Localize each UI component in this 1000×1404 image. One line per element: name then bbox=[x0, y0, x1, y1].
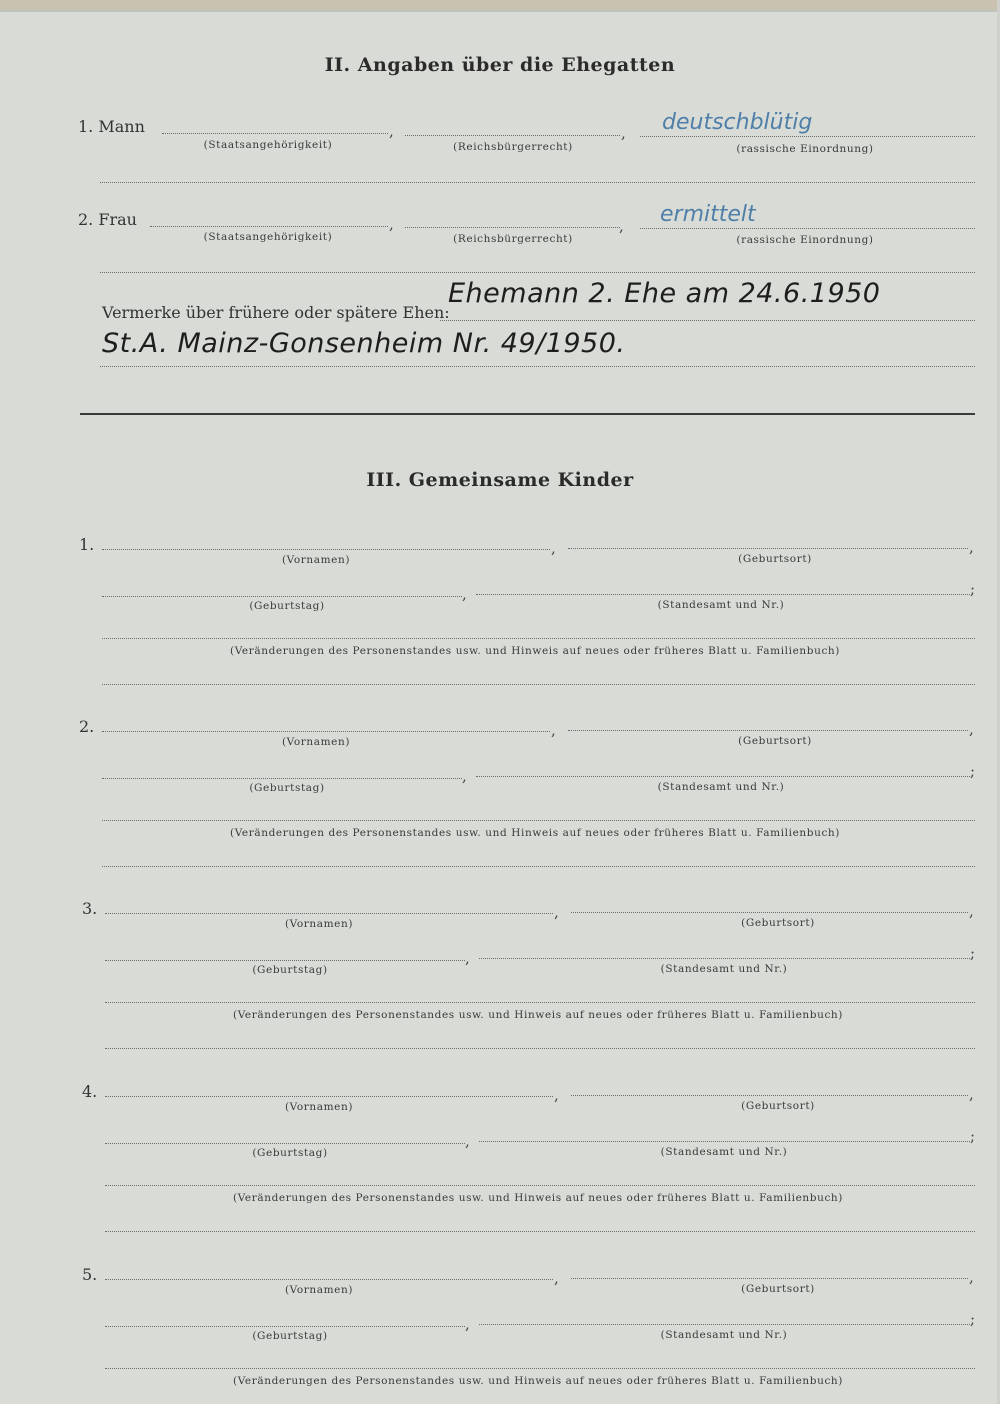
mann-extra-line[interactable] bbox=[100, 182, 975, 183]
vermerke-line-2[interactable] bbox=[100, 366, 975, 367]
mann-rasse-handwriting: deutschblütig bbox=[662, 110, 813, 135]
cap-geburtstag: (Geburtstag) bbox=[252, 964, 328, 976]
cap-vornamen: (Vornamen) bbox=[284, 1284, 354, 1296]
child-2-semicolon: ; bbox=[970, 762, 976, 780]
child-1-number: 1. bbox=[79, 535, 95, 554]
cap-veraenderungen: (Veränderungen des Personenstandes usw. und Hinweis auf neues oder früheres Blatt u. Familienbuch) bbox=[233, 1192, 843, 1204]
child-4-standesamt-line[interactable] bbox=[479, 1141, 970, 1142]
child-3-geburtsort-line[interactable] bbox=[571, 912, 968, 913]
cap-geburtstag: (Geburtstag) bbox=[252, 1147, 328, 1159]
child-5-number: 5. bbox=[82, 1265, 98, 1284]
child-4-comma: , bbox=[969, 1085, 974, 1103]
child-2-comma: , bbox=[551, 721, 556, 739]
cap-reichsbuergerrecht: (Reichsbürgerrecht) bbox=[453, 141, 573, 153]
child-3-extra-line[interactable] bbox=[105, 1048, 975, 1049]
child-3-number: 3. bbox=[82, 899, 98, 918]
cap-geburtstag: (Geburtstag) bbox=[249, 782, 325, 794]
mann-staat-line[interactable] bbox=[162, 133, 388, 134]
cap-rassische-einordnung: (rassische Einordnung) bbox=[736, 143, 874, 155]
child-1-standesamt-line[interactable] bbox=[476, 594, 970, 595]
child-1-veraenderungen-line[interactable] bbox=[102, 638, 975, 639]
child-4-extra-line[interactable] bbox=[105, 1231, 975, 1232]
child-5-comma: , bbox=[554, 1269, 559, 1287]
child-1-geburtsort-line[interactable] bbox=[568, 548, 968, 549]
child-3-comma: , bbox=[554, 903, 559, 921]
child-4-comma: , bbox=[465, 1132, 470, 1150]
cap-veraenderungen: (Veränderungen des Personenstandes usw. und Hinweis auf neues oder früheres Blatt u. Familienbuch) bbox=[230, 645, 840, 657]
frau-rasse-line[interactable] bbox=[640, 228, 975, 229]
child-5-geburtstag-line[interactable] bbox=[105, 1326, 465, 1327]
child-3-vornamen-line[interactable] bbox=[105, 913, 553, 914]
child-5-geburtsort-line[interactable] bbox=[571, 1278, 968, 1279]
child-3-comma: , bbox=[969, 902, 974, 920]
child-5-comma: , bbox=[969, 1268, 974, 1286]
cap-geburtsort: (Geburtsort) bbox=[741, 1100, 815, 1112]
child-4-geburtsort-line[interactable] bbox=[571, 1095, 968, 1096]
frau-label: 2. Frau bbox=[78, 210, 137, 229]
child-1-geburtstag-line[interactable] bbox=[102, 596, 462, 597]
cap-veraenderungen: (Veränderungen des Personenstandes usw. und Hinweis auf neues oder früheres Blatt u. Familienbuch) bbox=[233, 1009, 843, 1021]
cap-vornamen: (Vornamen) bbox=[281, 736, 351, 748]
child-4-number: 4. bbox=[82, 1082, 98, 1101]
child-4-geburtstag-line[interactable] bbox=[105, 1143, 465, 1144]
child-2-comma: , bbox=[462, 767, 467, 785]
cap-geburtsort: (Geburtsort) bbox=[741, 917, 815, 929]
frau-reich-line[interactable] bbox=[405, 227, 620, 228]
cap-reichsbuergerrecht: (Reichsbürgerrecht) bbox=[453, 233, 573, 245]
vermerke-handwriting-2: St.A. Mainz-Gonsenheim Nr. 49/1950. bbox=[102, 328, 626, 359]
child-2-extra-line[interactable] bbox=[102, 866, 975, 867]
cap-vornamen: (Vornamen) bbox=[284, 918, 354, 930]
child-3-geburtstag-line[interactable] bbox=[105, 960, 465, 961]
frau-staat-line[interactable] bbox=[150, 226, 388, 227]
cap-veraenderungen: (Veränderungen des Personenstandes usw. und Hinweis auf neues oder früheres Blatt u. Familienbuch) bbox=[230, 827, 840, 839]
frau-rasse-handwriting: ermittelt bbox=[660, 202, 756, 227]
cap-staatsangehoerigkeit: (Staatsangehörigkeit) bbox=[203, 231, 333, 243]
child-4-veraenderungen-line[interactable] bbox=[105, 1185, 975, 1186]
vermerke-handwriting-1: Ehemann 2. Ehe am 24.6.1950 bbox=[448, 278, 881, 309]
cap-standesamt: (Standesamt und Nr.) bbox=[657, 781, 785, 793]
cap-geburtstag: (Geburtstag) bbox=[252, 1330, 328, 1342]
child-2-number: 2. bbox=[79, 717, 95, 736]
section-ii-title: II. Angaben über die Ehegatten bbox=[324, 54, 676, 76]
child-2-geburtsort-line[interactable] bbox=[568, 730, 968, 731]
mann-label: 1. Mann bbox=[78, 117, 145, 136]
child-2-veraenderungen-line[interactable] bbox=[102, 820, 975, 821]
section-divider bbox=[80, 413, 975, 415]
child-2-standesamt-line[interactable] bbox=[476, 776, 970, 777]
cap-geburtsort: (Geburtsort) bbox=[738, 735, 812, 747]
paper-top-shadow bbox=[0, 10, 1000, 12]
child-1-comma: , bbox=[969, 538, 974, 556]
vermerke-line-1[interactable] bbox=[440, 320, 975, 321]
cap-veraenderungen: (Veränderungen des Personenstandes usw. und Hinweis auf neues oder früheres Blatt u. Familienbuch) bbox=[233, 1375, 843, 1387]
vermerke-label: Vermerke über frühere oder spätere Ehen: bbox=[102, 303, 450, 322]
child-5-comma: , bbox=[465, 1315, 470, 1333]
child-1-comma: , bbox=[462, 585, 467, 603]
mann-rasse-line[interactable] bbox=[640, 136, 975, 137]
child-4-vornamen-line[interactable] bbox=[105, 1096, 553, 1097]
cap-geburtsort: (Geburtsort) bbox=[741, 1283, 815, 1295]
child-1-semicolon: ; bbox=[970, 580, 976, 598]
child-3-standesamt-line[interactable] bbox=[479, 958, 970, 959]
child-5-standesamt-line[interactable] bbox=[479, 1324, 970, 1325]
cap-vornamen: (Vornamen) bbox=[284, 1101, 354, 1113]
frau-extra-line[interactable] bbox=[100, 272, 975, 273]
cap-staatsangehoerigkeit: (Staatsangehörigkeit) bbox=[203, 139, 333, 151]
child-2-vornamen-line[interactable] bbox=[102, 731, 550, 732]
cap-geburtsort: (Geburtsort) bbox=[738, 553, 812, 565]
section-iii-title: III. Gemeinsame Kinder bbox=[366, 469, 634, 491]
cap-rassische-einordnung: (rassische Einordnung) bbox=[736, 234, 874, 246]
cap-standesamt: (Standesamt und Nr.) bbox=[660, 963, 788, 975]
child-1-extra-line[interactable] bbox=[102, 684, 975, 685]
child-3-semicolon: ; bbox=[970, 944, 976, 962]
child-1-vornamen-line[interactable] bbox=[102, 549, 550, 550]
child-3-veraenderungen-line[interactable] bbox=[105, 1002, 975, 1003]
child-4-semicolon: ; bbox=[970, 1127, 976, 1145]
cap-standesamt: (Standesamt und Nr.) bbox=[660, 1329, 788, 1341]
child-2-geburtstag-line[interactable] bbox=[102, 778, 462, 779]
cap-vornamen: (Vornamen) bbox=[281, 554, 351, 566]
child-2-comma: , bbox=[969, 720, 974, 738]
cap-standesamt: (Standesamt und Nr.) bbox=[657, 599, 785, 611]
child-5-vornamen-line[interactable] bbox=[105, 1279, 553, 1280]
cap-geburtstag: (Geburtstag) bbox=[249, 600, 325, 612]
child-1-comma: , bbox=[551, 539, 556, 557]
child-3-comma: , bbox=[465, 949, 470, 967]
cap-standesamt: (Standesamt und Nr.) bbox=[660, 1146, 788, 1158]
child-5-semicolon: ; bbox=[970, 1310, 976, 1328]
child-5-veraenderungen-line[interactable] bbox=[105, 1368, 975, 1369]
child-4-comma: , bbox=[554, 1086, 559, 1104]
mann-reich-line[interactable] bbox=[405, 135, 620, 136]
